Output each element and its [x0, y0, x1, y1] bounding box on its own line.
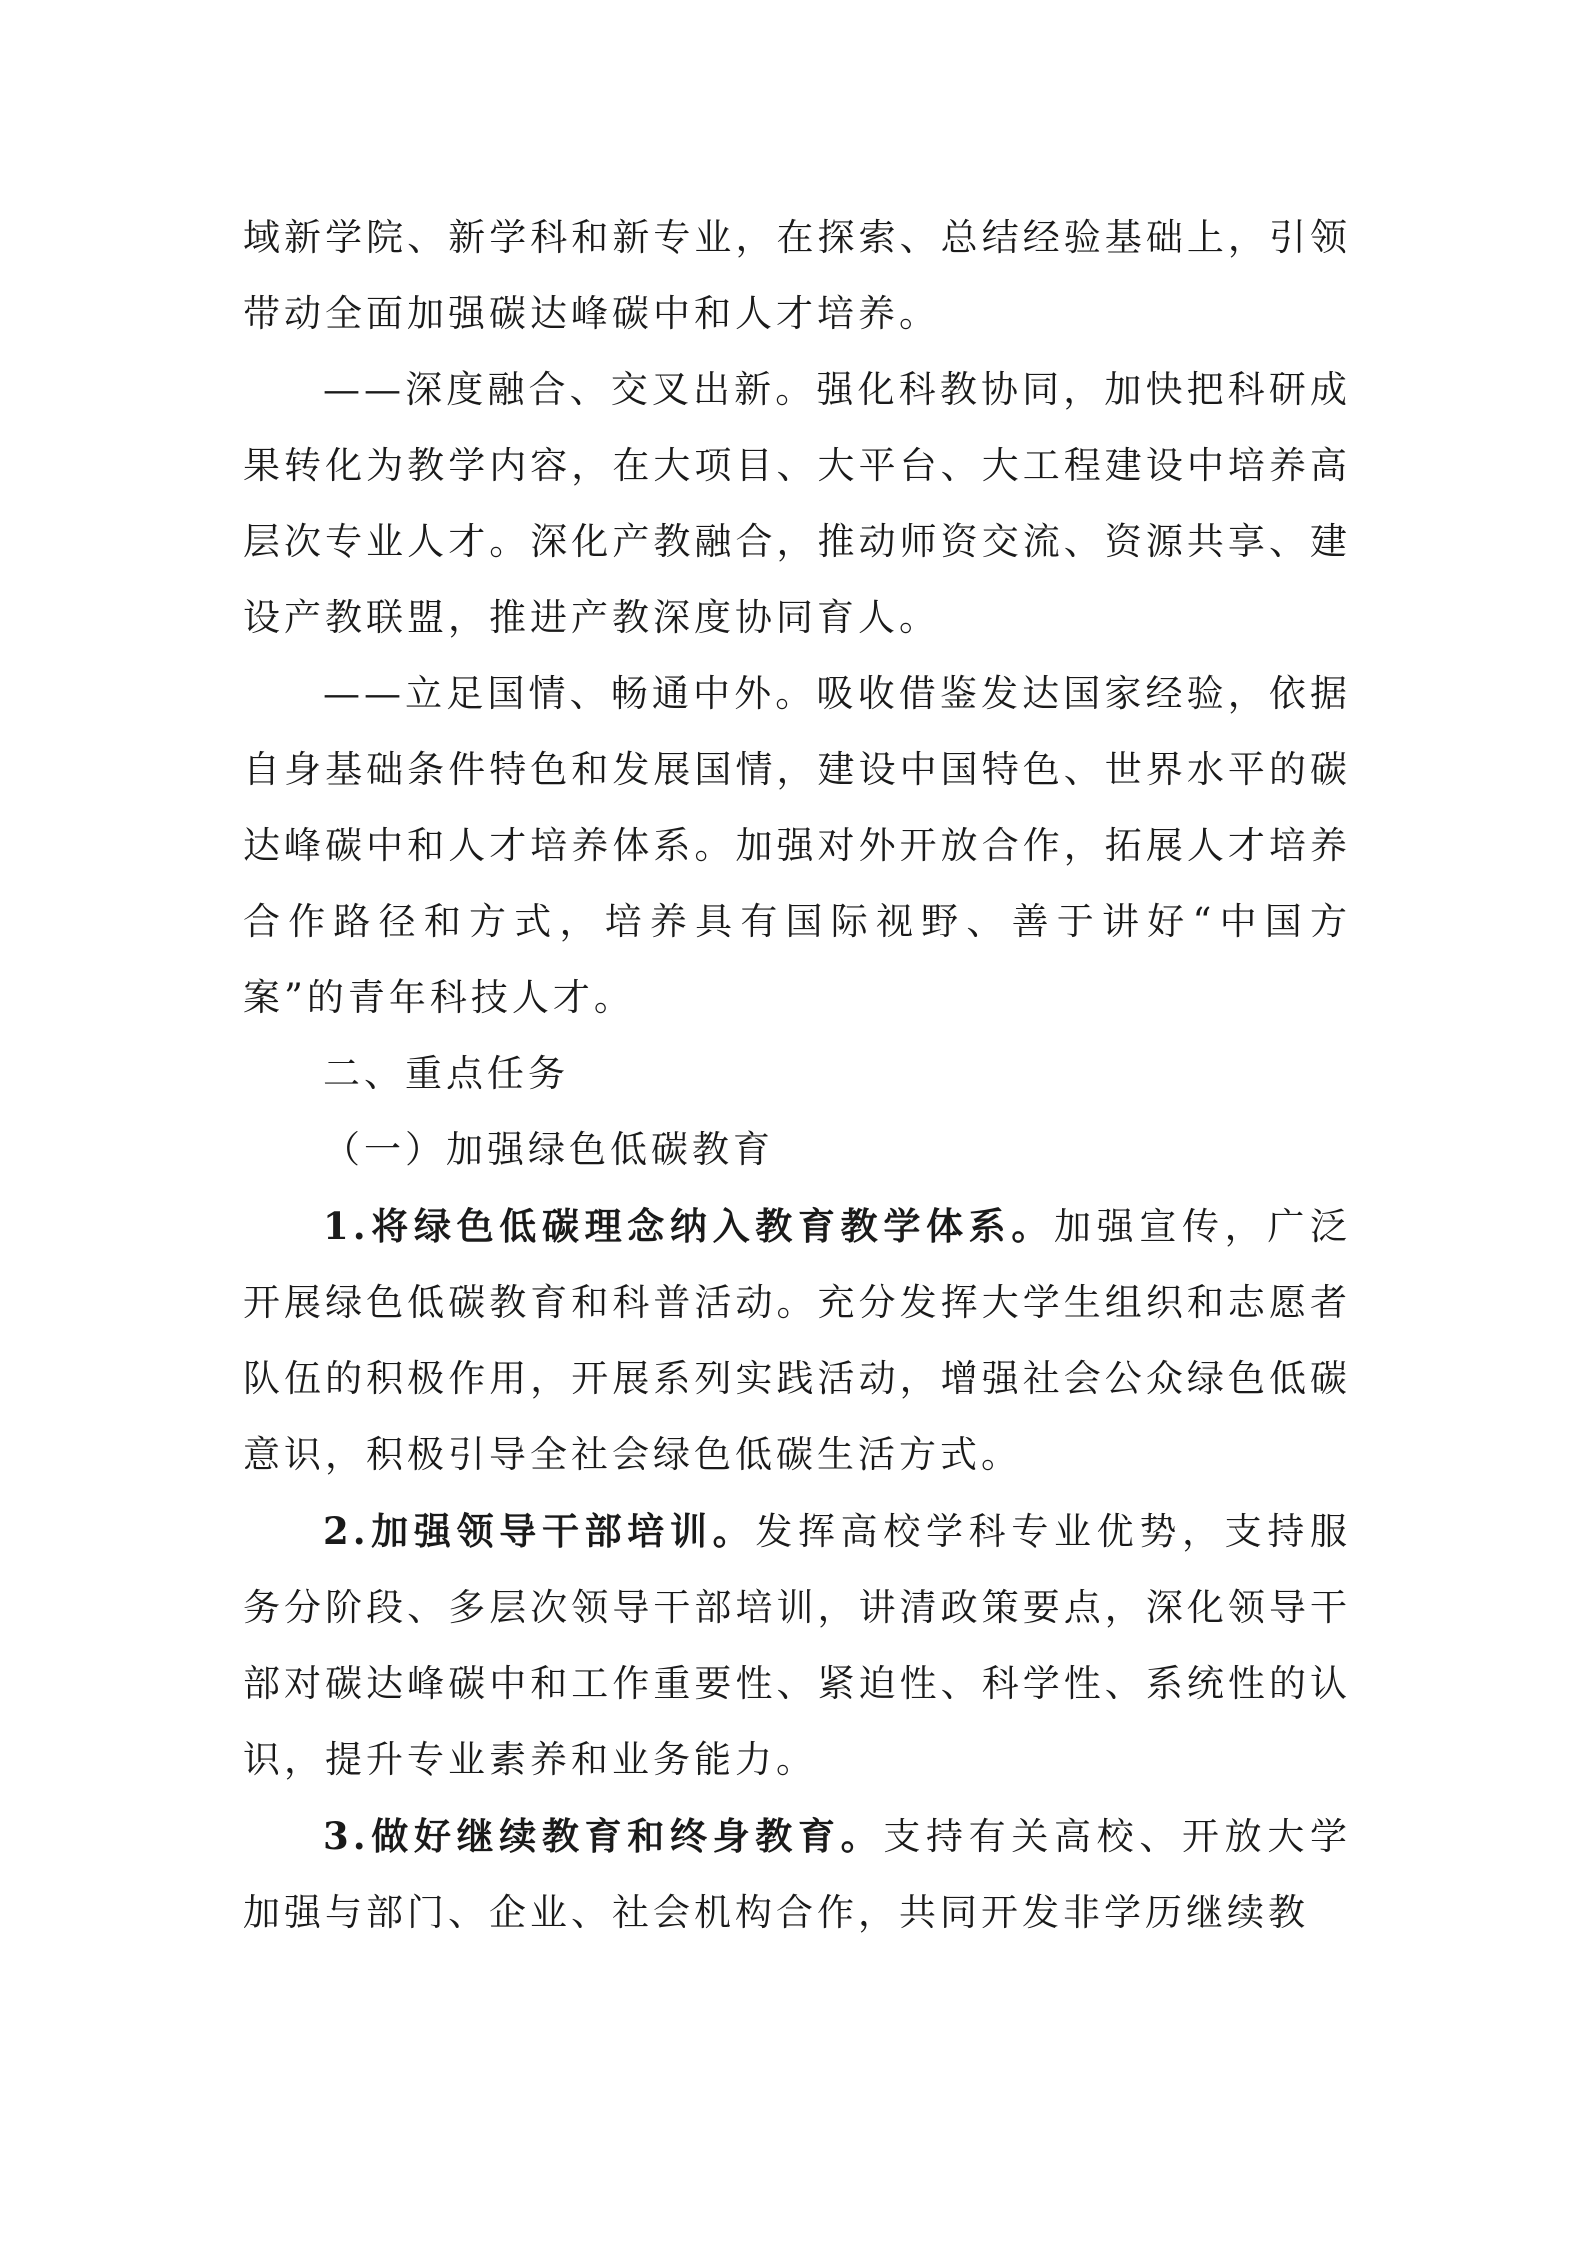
- subsection-heading: （一）加强绿色低碳教育: [323, 1128, 774, 1171]
- task-item-1-body: 加强宣传，广泛开展绿色低碳教育和科普活动。充分发挥大学生组织和志愿者队伍的积极作用，开展系列实践活动，增强社会公众绿色低碳意识，积极引导全社会绿色低碳生活方式。: [243, 1205, 1352, 1476]
- task-item-3-body: 支持有关高校、开放大学加强与部门、企业、社会机构合作，共同开发非学历继续教: [243, 1815, 1351, 1934]
- task-item-2-title: 2.加强领导干部培训。: [323, 1509, 756, 1553]
- task-item-2-body: 发挥高校学科专业优势，支持服务分阶段、多层次领导干部培训，讲清政策要点，深化领导干部对碳达峰碳中和工作重要性、紧迫性、科学性、系统性的认识，提升专业素养和业务能力。: [243, 1510, 1351, 1781]
- task-item-1-title: 1.将绿色低碳理念纳入教育教学体系。: [323, 1204, 1054, 1248]
- paragraph-national-conditions: ——立足国情、畅通中外。吸收借鉴发达国家经验，依据自身基础条件特色和发展国情，建设中国特色、世界水平的碳达峰碳中和人才培养体系。加强对外开放合作，拓展人才培养合作路径和方式，培养具有国际视野、善于讲好“中国方案”的青年科技人才。: [243, 672, 1351, 1019]
- task-item-3-title: 3.做好继续教育和终身教育。: [323, 1814, 884, 1858]
- task-item-3: [243, 1798, 1351, 1951]
- document-page: [243, 200, 1351, 1951]
- paragraph-deep-integration: ——深度融合、交叉出新。强化科教协同，加快把科研成果转化为教学内容，在大项目、大平台、大工程建设中培养高层次专业人才。深化产教融合，推动师资交流、资源共享、建设产教联盟，推进产教深度协同育人。: [243, 368, 1351, 639]
- section-heading: 二、重点任务: [323, 1052, 569, 1095]
- task-item-1: [243, 1188, 1351, 1493]
- task-item-2: [243, 1493, 1351, 1798]
- paragraph-continuation: 域新学院、新学科和新专业，在探索、总结经验基础上，引领带动全面加强碳达峰碳中和人才培养。: [243, 216, 1351, 335]
